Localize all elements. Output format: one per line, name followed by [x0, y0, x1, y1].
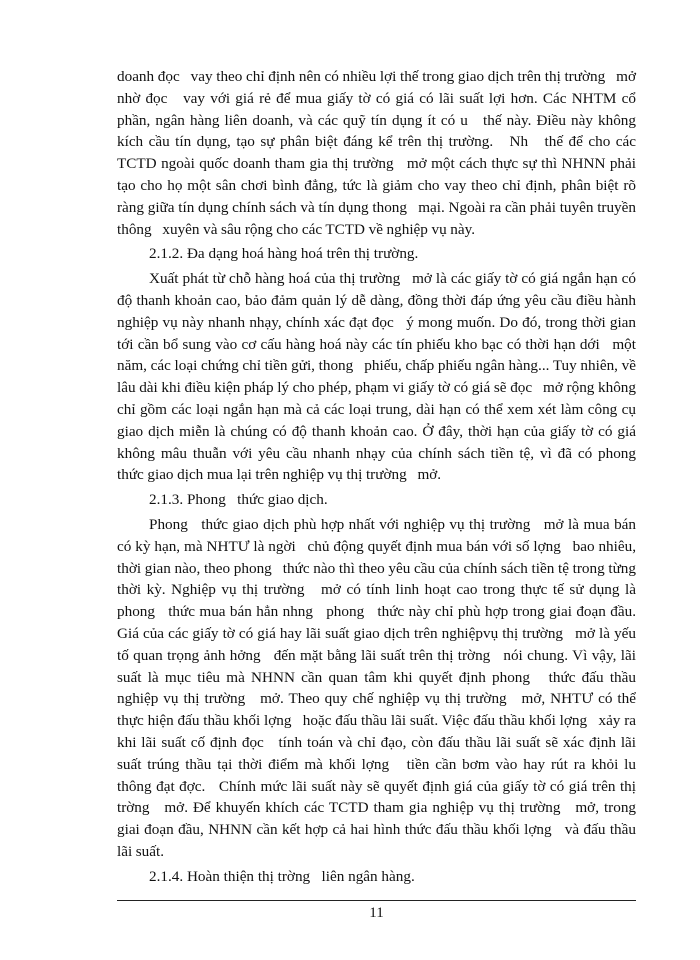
section-heading-2-1-4: 2.1.4. Hoàn thiện thị trờng liên ngân hàng.	[149, 867, 415, 885]
footer-divider	[117, 900, 636, 901]
section-heading-2-1-3: 2.1.3. Phong thức giao dịch.	[149, 491, 328, 509]
page-number: 11	[369, 905, 384, 921]
paragraph-goods-diversification: Xuất phát từ chỗ hàng hoá của thị trường mở là các giấy tờ có giá ngắn hạn có độ thanh khoản cao, bảo đảm quản lý dễ dàng, đồng thời đáp ứng yêu cầu điều hành nghiệp vụ này nhanh nhạy, chính xác đạt đọc ý mong muốn. Do đó, trong thời gian tới cần bổ sung vào cơ cấu hàng hoá này các tín phiếu kho bạc có thời hạn dới một năm, các loại chứng chỉ tiền gửi, thong phiếu, chấp phiếu ngân hàng... Tuy nhiên, về lâu dài khi điều kiện pháp lý cho phép, phạm vi giấy tờ có giá sẽ đọc mở rộng không chỉ gồm các loại ngắn hạn mà cả các loại trung, dài hạn có thể xem xét làm công cụ giao dịch miễn là chúng có độ thanh khoản cao. Ở đây, thời hạn của giấy tờ có giá không mâu thuẫn với yêu cầu nhanh nhạy của chính sách tiền tệ, vì đã có phong thức giao dịch mua lại trên nghiệp vụ thị trường mở.	[117, 270, 647, 484]
document-body	[117, 66, 647, 887]
section-heading-2-1-2: 2.1.2. Đa dạng hoá hàng hoá trên thị trường.	[149, 245, 419, 263]
paragraph-continuation: doanh đọc vay theo chỉ định nên có nhiều lợi thế trong giao dịch trên thị trường mở nhờ đọc vay với giá rẻ để mua giấy tờ có giá có lãi suất lợi hơn. Các NHTM cổ phần, ngân hàng liên doanh, và các quỹ tín dụng ít có u thế này. Điều này không kích cầu tín dụng, tạo sự phân biệt đáng kể trên thị trường. Nh thế để cho các TCTD ngoài quốc doanh tham gia thị trường mở một cách thực sự thì NHNN phải tạo cho họ một sân chơi bình đẳng, tức là giảm cho vay theo chỉ định, phân biệt rõ ràng giữa tín dụng chính sách và tín dụng thong mại. Ngoài ra cần phải tuyên truyền thông xuyên và sâu rộng cho các TCTD về nghiệp vụ này.	[117, 68, 640, 238]
paragraph-trading-method: Phong thức giao dịch phù hợp nhất với nghiệp vụ thị trường mở là mua bán có kỳ hạn, mà NHTƯ là ngời chủ động quyết định mua bán với số lợng bao nhiêu, thời gian nào, theo phong thức nào thì theo yêu cầu của chính sách tiền tệ trong từng thời kỳ. Nghiệp vụ thị trường mở có tính linh hoạt cao trong thực tế sử dụng là phong thức mua bán hẳn nhng phong thức này chỉ phù hợp trong giai đoạn đầu. Giá của các giấy tờ có giá hay lãi suất giao dịch trên nghiệpvụ thị trường mở là yếu tố quan trọng ảnh hởng đến mặt bằng lãi suất trên thị trờng nói chung. Vì vậy, lãi suất là mục tiêu mà NHNN cần quan tâm khi quyết định phong thức đấu thầu nghiệp vụ thị trường mở. Theo quy chế nghiệp vụ thị trường mở, NHTƯ có thể thực hiện đấu thầu khối lợng hoặc đấu thầu lãi suất. Việc đấu thầu khối lợng xảy ra khi lãi suất cố định đọc tính toán và chỉ đạo, còn đấu thầu lãi suất sẽ xác định lãi suất trúng thầu tại thời điểm mà khối lợng tiền cần bơm vào hay rút ra khỏi lu thông đạt đợc. Chính mức lãi suất này sẽ quyết định giá của giấy tờ có giá trên thị trờng mở. Để khuyến khích các TCTD tham gia nghiệp vụ thị trường mở, trong giai đoạn đầu, NHNN cần kết hợp cả hai hình thức đấu thầu khối lợng và đấu thầu lãi suất.	[117, 515, 647, 860]
